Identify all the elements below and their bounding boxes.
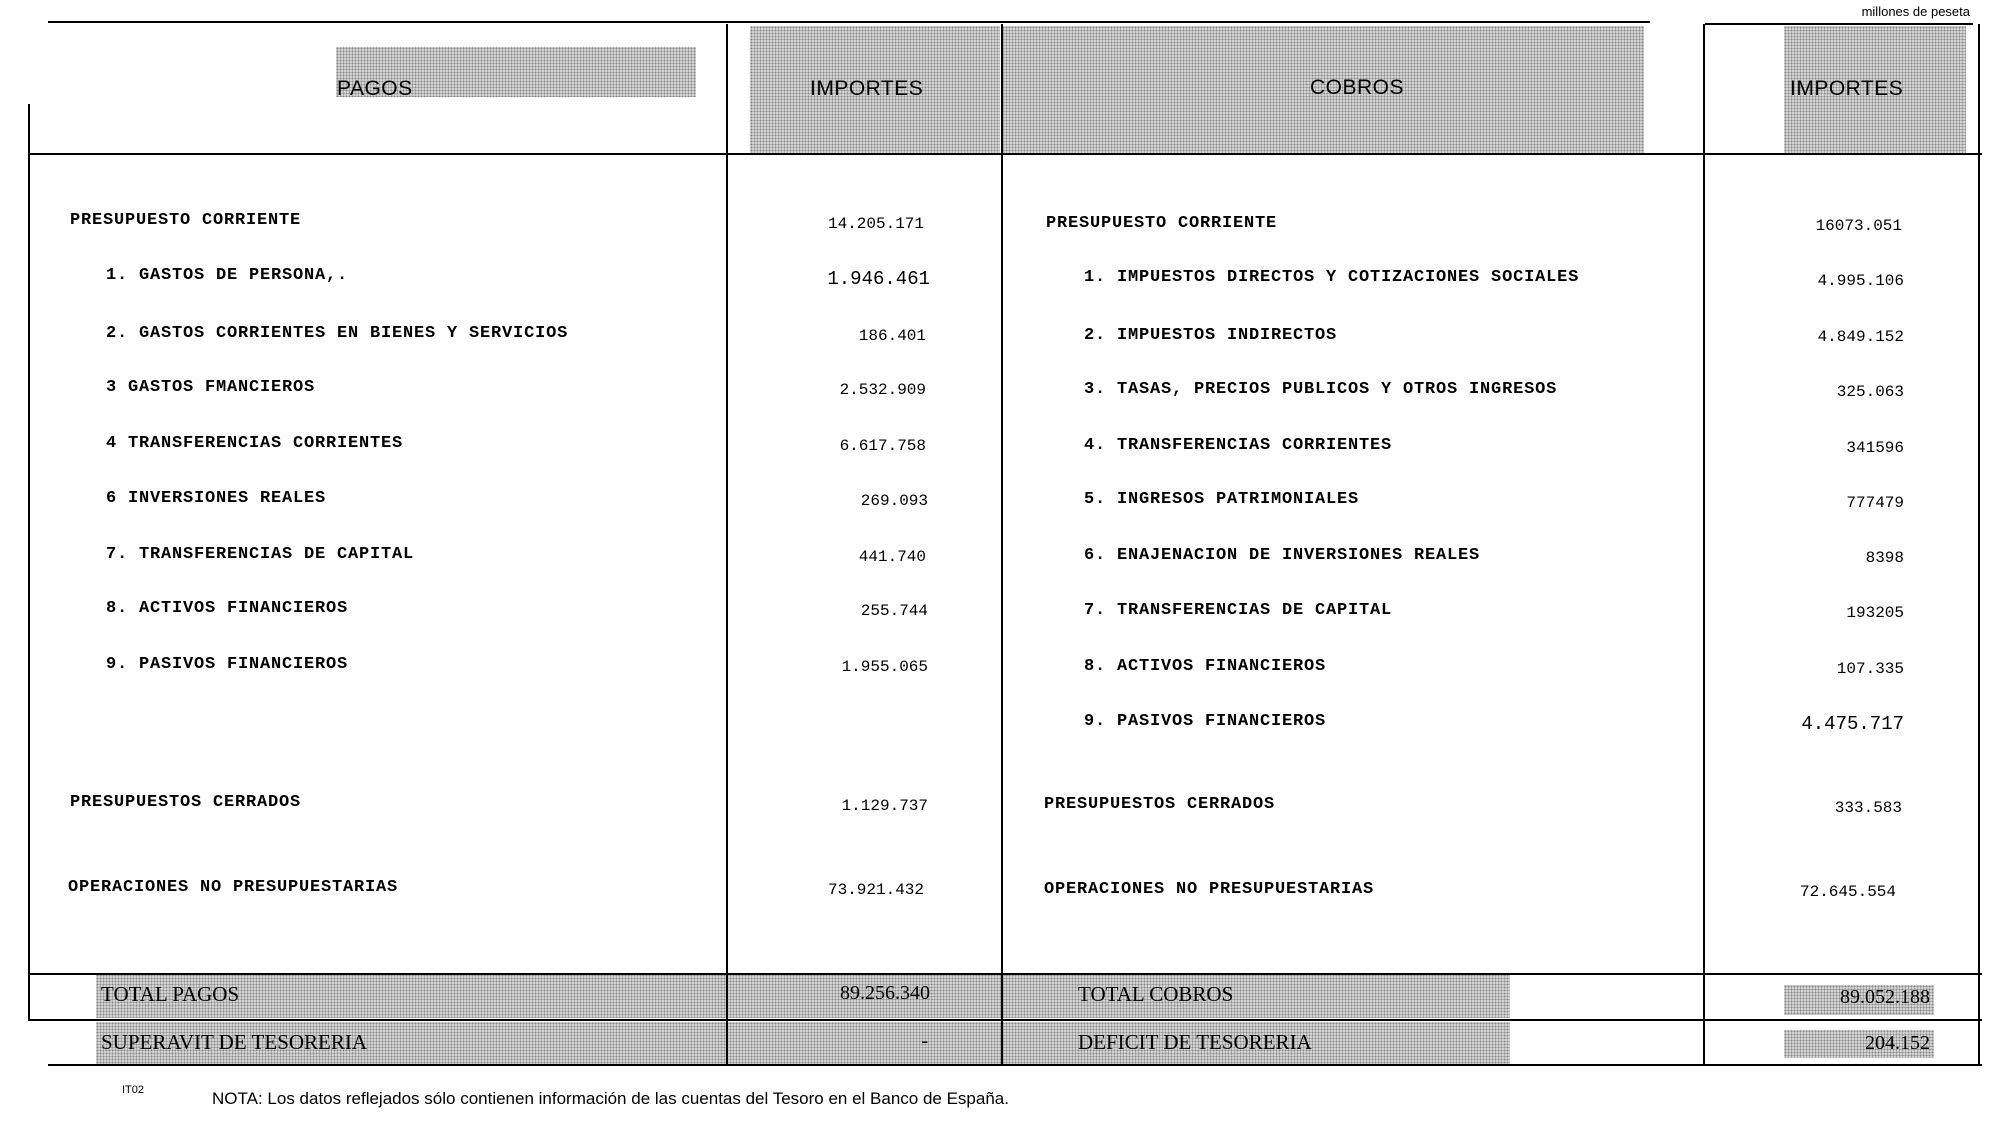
- cobros-item-3-label: 3. TASAS, PRECIOS PUBLICOS Y OTROS INGRESOS: [1084, 380, 1558, 399]
- deficit-value: 204.152: [1865, 1032, 1930, 1054]
- pagos-item-8-value: 255.744: [860, 602, 928, 620]
- deficit-label: DEFICIT DE TESORERIA: [1078, 1030, 1312, 1054]
- pagos-presupuestos-cerrados-label: PRESUPUESTOS CERRADOS: [70, 793, 302, 812]
- pagos-presupuestos-cerrados-value: 1.129.737: [841, 797, 928, 815]
- pagos-item-3-value: 2.532.909: [839, 381, 926, 399]
- cobros-item-1-value: 4.995.106: [1817, 272, 1904, 290]
- cobros-item-2-label: 2. IMPUESTOS INDIRECTOS: [1084, 326, 1338, 345]
- total-top-rule: [28, 973, 1982, 975]
- pagos-item-6-value: 269.093: [860, 492, 928, 510]
- pagos-item-3-label: 3 GASTOS FMANCIEROS: [106, 378, 316, 397]
- pagos-header: PAGOS: [337, 77, 413, 100]
- total-cobros-value: 89.052.188: [1840, 986, 1930, 1008]
- table-code: IT02: [122, 1084, 145, 1096]
- col-divider-1: [726, 24, 728, 1066]
- total-cobros-label: TOTAL COBROS: [1078, 982, 1234, 1006]
- superavit-value: -: [921, 1030, 928, 1052]
- pagos-item-9-value: 1.955.065: [841, 658, 928, 676]
- pagos-operaciones-label: OPERACIONES NO PRESUPUESTARIAS: [68, 878, 399, 897]
- pagos-item-1-label: 1. GASTOS DE PERSONA,.: [106, 266, 349, 285]
- header-rule: [28, 153, 1982, 155]
- pagos-item-7-label: 7. TRANSFERENCIAS DE CAPITAL: [106, 545, 415, 564]
- pagos-item-2-label: 2. GASTOS CORRIENTES EN BIENES Y SERVICIOS: [106, 324, 569, 343]
- pagos-presupuesto-corriente-label: PRESUPUESTO CORRIENTE: [70, 211, 302, 230]
- left-border: [28, 104, 30, 1020]
- pagos-item-4-label: 4 TRANSFERENCIAS CORRIENTES: [106, 434, 404, 453]
- cobros-item-3-value: 325.063: [1836, 383, 1904, 401]
- superavit-value-shade: [726, 1022, 1002, 1064]
- cobros-item-9-value: 4.475.717: [1801, 713, 1904, 735]
- cobros-item-2-value: 4.849.152: [1817, 328, 1904, 346]
- pagos-operaciones-value: 73.921.432: [827, 881, 924, 899]
- pagos-presupuesto-corriente-value: 14.205.171: [827, 215, 924, 233]
- unit-label: millones de peseta: [1861, 4, 1970, 19]
- col-divider-3: [1703, 24, 1705, 1066]
- pagos-item-7-value: 441.740: [858, 548, 926, 566]
- footer-note: NOTA: Los datos reflejados sólo contienen información de las cuentas del Tesoro en el Banco de España.: [212, 1089, 1009, 1108]
- col-divider-2: [1001, 24, 1003, 1066]
- cobros-item-5-label: 5. INGRESOS PATRIMONIALES: [1084, 490, 1360, 509]
- cobros-header: COBROS: [1310, 76, 1405, 99]
- cobros-item-1-label: 1. IMPUESTOS DIRECTOS Y COTIZACIONES SOCIALES: [1084, 268, 1580, 287]
- pagos-item-2-value: 186.401: [858, 327, 926, 345]
- cobros-item-5-value: 777479: [1846, 494, 1904, 512]
- importes-pagos-header: IMPORTES: [810, 77, 924, 100]
- bottom-rule: [48, 1064, 1982, 1066]
- pagos-item-4-value: 6.617.758: [839, 437, 926, 455]
- total-mid-rule: [28, 1019, 1982, 1021]
- cobros-item-8-value: 107.335: [1836, 660, 1904, 678]
- cobros-item-9-label: 9. PASIVOS FINANCIEROS: [1084, 712, 1327, 731]
- cobros-presupuesto-corriente-label: PRESUPUESTO CORRIENTE: [1046, 214, 1278, 233]
- cobros-item-7-label: 7. TRANSFERENCIAS DE CAPITAL: [1084, 601, 1393, 620]
- cobros-presupuesto-corriente-value: 16073.051: [1815, 217, 1902, 235]
- total-pagos-value: 89.256.340: [840, 982, 930, 1004]
- cobros-presupuestos-cerrados-value: 333.583: [1834, 799, 1902, 817]
- cobros-item-7-value: 193205: [1846, 604, 1904, 622]
- cobros-item-4-label: 4. TRANSFERENCIAS CORRIENTES: [1084, 436, 1393, 455]
- pagos-item-1-value: 1.946.461: [827, 268, 930, 290]
- cobros-item-8-label: 8. ACTIVOS FINANCIEROS: [1084, 657, 1327, 676]
- top-rule-right: [1705, 23, 1973, 25]
- top-rule: [48, 21, 1650, 23]
- pagos-item-6-label: 6 INVERSIONES REALES: [106, 489, 327, 508]
- cobros-item-4-value: 341596: [1846, 439, 1904, 457]
- cobros-operaciones-label: OPERACIONES NO PRESUPUESTARIAS: [1044, 880, 1375, 899]
- cobros-item-6-value: 8398: [1865, 549, 1904, 567]
- importes-cobros-header: IMPORTES: [1790, 77, 1904, 100]
- cobros-presupuestos-cerrados-label: PRESUPUESTOS CERRADOS: [1044, 795, 1276, 814]
- pagos-item-9-label: 9. PASIVOS FINANCIEROS: [106, 655, 349, 674]
- cobros-item-6-label: 6. ENAJENACION DE INVERSIONES REALES: [1084, 546, 1481, 565]
- total-pagos-label: TOTAL PAGOS: [101, 982, 240, 1006]
- right-border: [1978, 24, 1980, 1066]
- cobros-operaciones-value: 72.645.554: [1799, 883, 1896, 901]
- pagos-item-8-label: 8. ACTIVOS FINANCIEROS: [106, 599, 349, 618]
- superavit-label: SUPERAVIT DE TESORERIA: [101, 1030, 368, 1054]
